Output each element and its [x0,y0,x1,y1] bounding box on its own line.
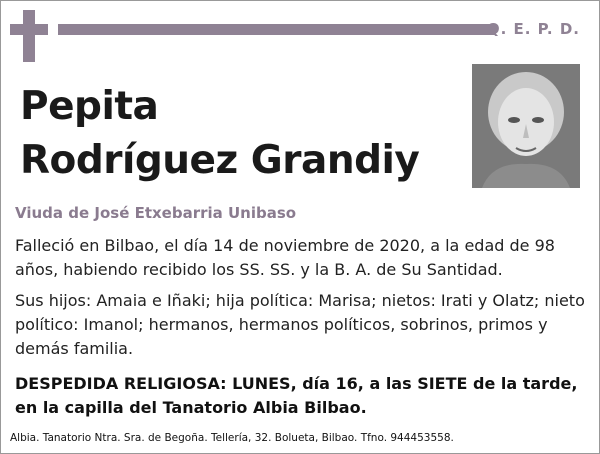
qepd-label: Q. E. P. D. [486,20,580,38]
portrait-photo [472,64,580,188]
family-paragraph: Sus hijos: Amaia e Iñaki; hija política: Marisa; nietos: Irati y Olatz; nieto político: Imanol; hermanos, hermanos políticos, sobrinos, primos y demás familia. [15,291,585,358]
deceased-name [20,80,460,188]
header-divider-bar [58,24,496,35]
widow-of-line: Viuda de José Etxebarria Unibaso [15,204,297,222]
name-surnames: Rodríguez Grandiy [20,138,420,183]
cross-icon-vertical [23,10,35,62]
service-paragraph: DESPEDIDA RELIGIOSA: LUNES, día 16, a las SIETE de la tarde, en la capilla del Tanatorio Albia Bilbao. [15,374,578,417]
name-first: Pepita [20,84,159,129]
funeral-home-address: Albia. Tanatorio Ntra. Sra. de Begoña. Tellería, 32. Bolueta, Bilbao. Tfno. 944453558. [10,432,454,444]
cross-icon-horizontal [10,24,48,35]
death-paragraph: Falleció en Bilbao, el día 14 de noviembre de 2020, a la edad de 98 años, habiendo recibido los SS. SS. y la B. A. de Su Santidad. [15,236,555,279]
portrait-image [472,64,580,188]
